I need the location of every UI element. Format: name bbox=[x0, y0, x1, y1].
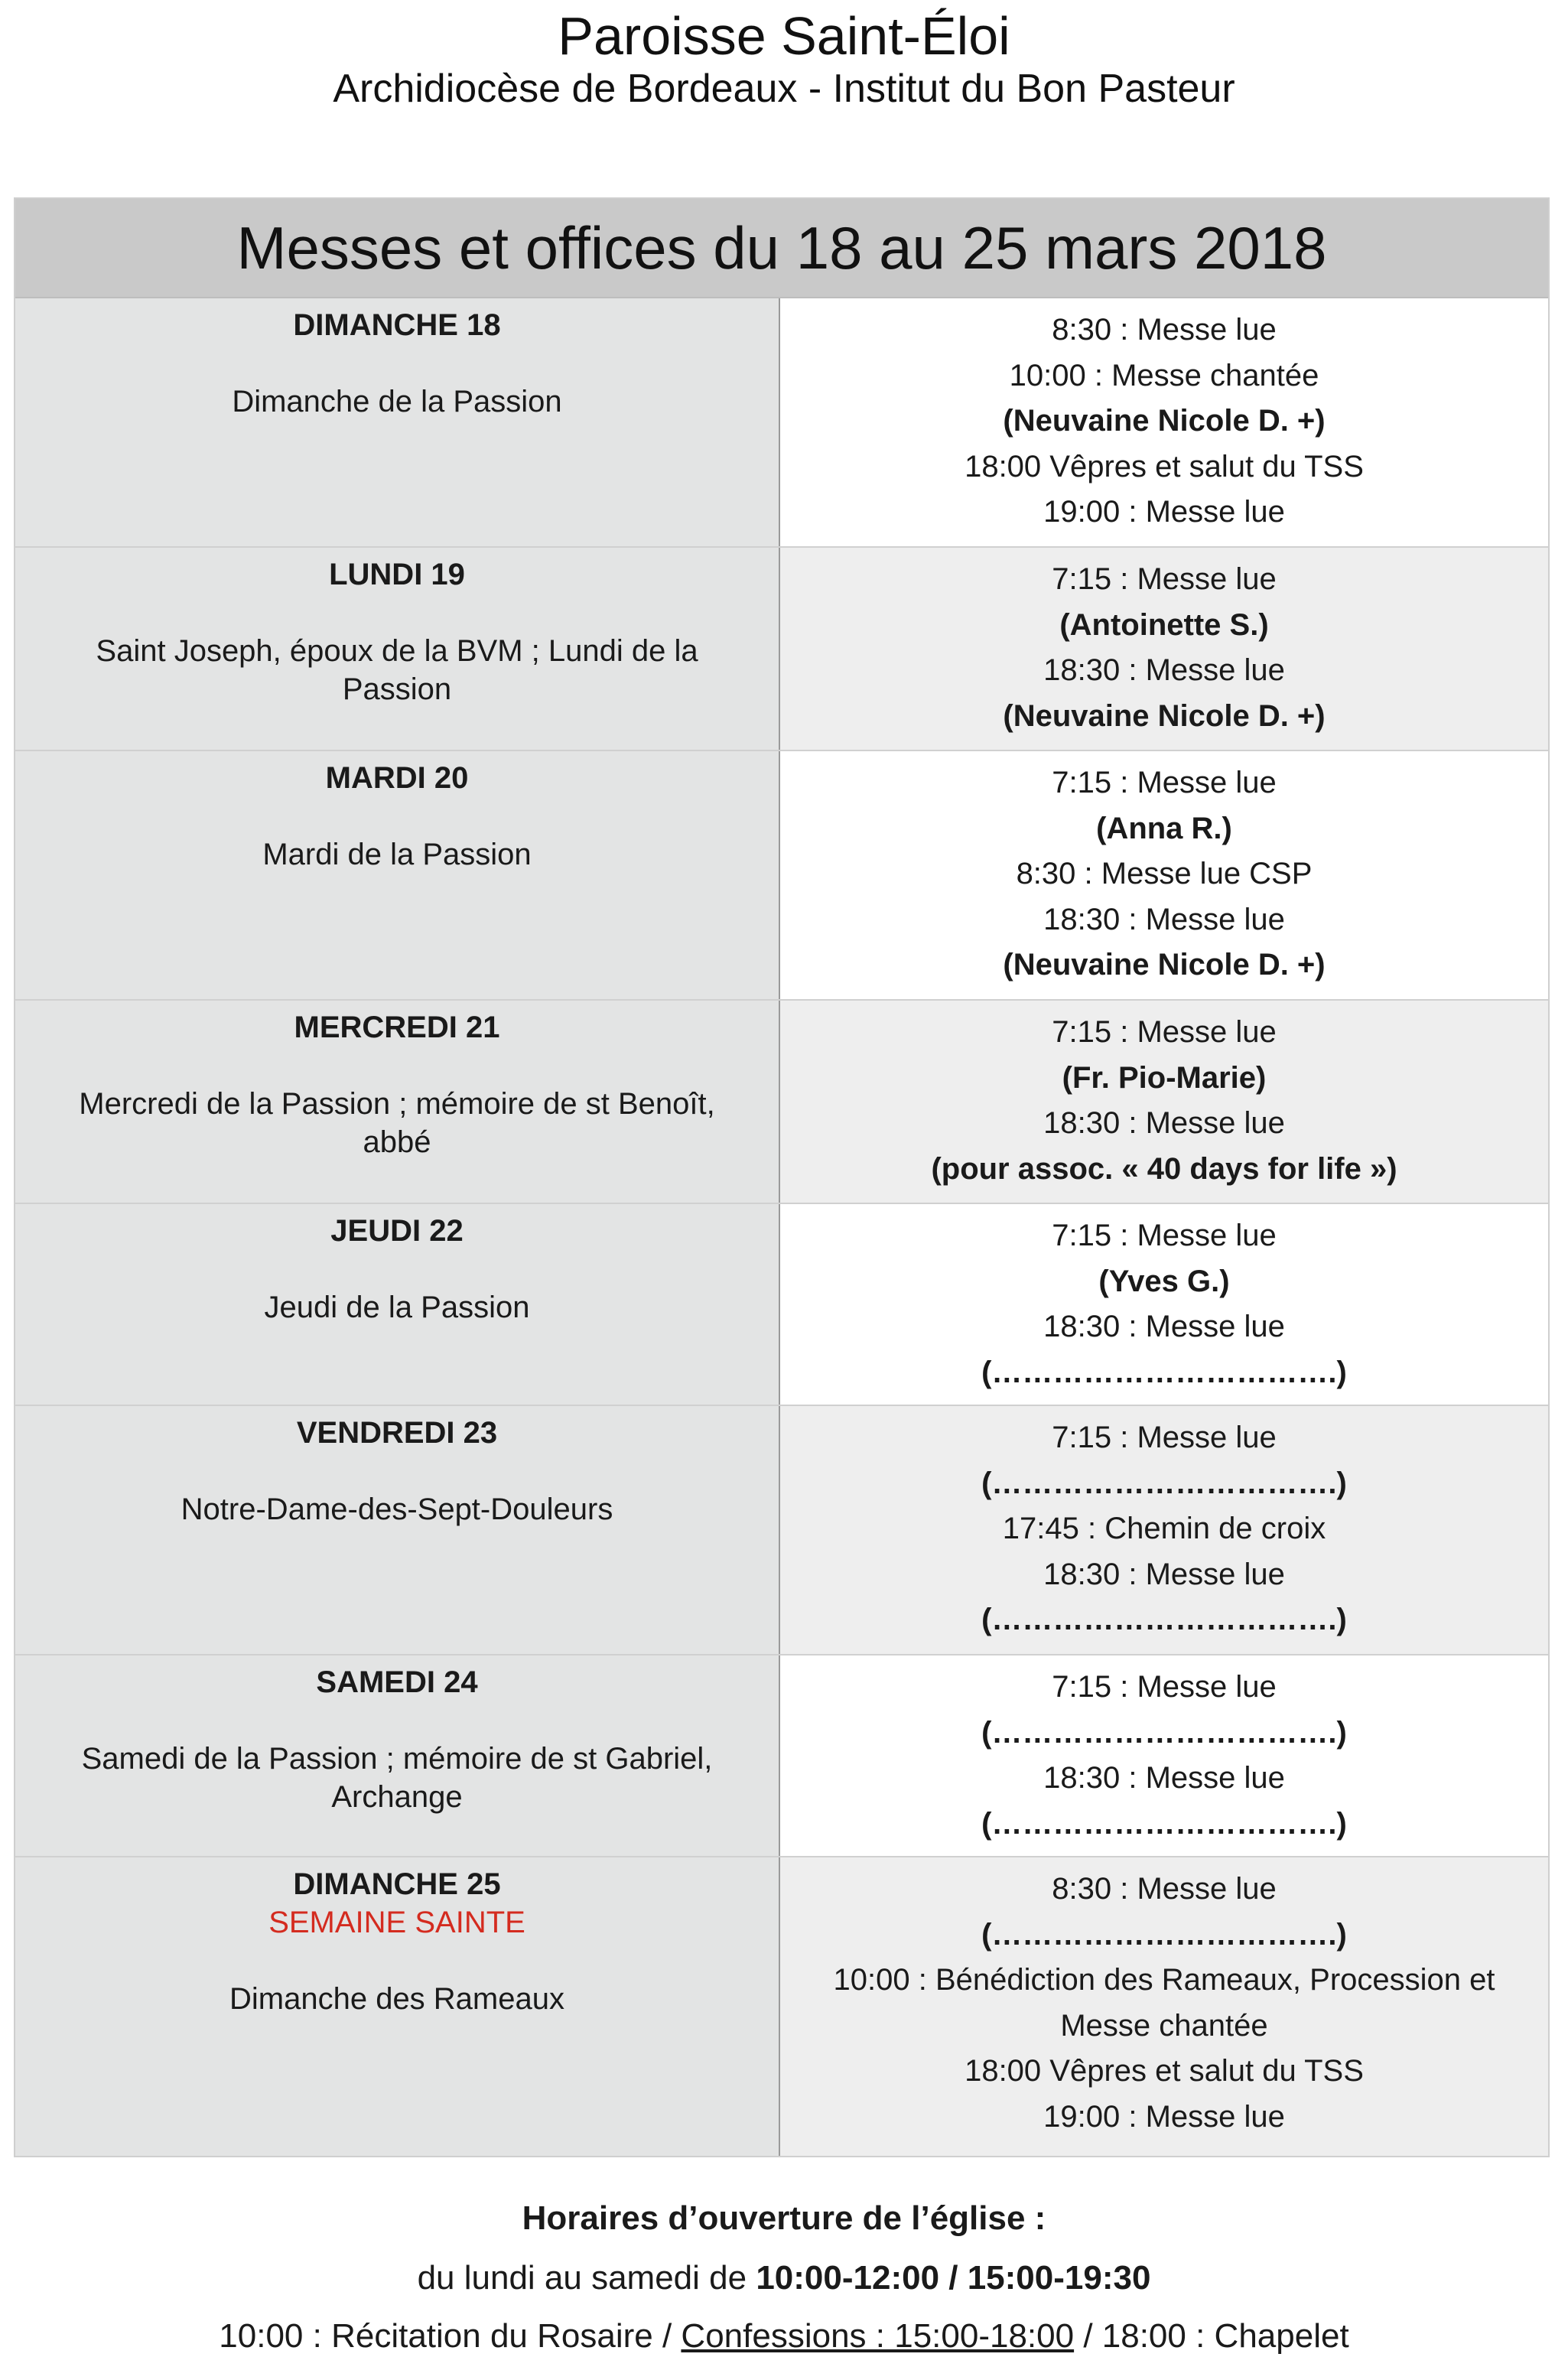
mass-intention: (…………………………….) bbox=[981, 1466, 1347, 1500]
day-feast: Samedi de la Passion ; mémoire de st Gabriel, Archange bbox=[81, 1742, 713, 1814]
mass-intention: (…………………………….) bbox=[981, 1603, 1347, 1636]
mass-time: 18:30 : Messe lue bbox=[1043, 653, 1285, 687]
mass-intention: (Fr. Pio-Marie) bbox=[1062, 1060, 1267, 1095]
mass-time: 18:00 Vêpres et salut du TSS bbox=[965, 2054, 1364, 2088]
mass-cell bbox=[780, 298, 1548, 546]
mass-time: 7:15 : Messe lue bbox=[1052, 1670, 1277, 1704]
mass-time: 7:15 : Messe lue bbox=[1052, 766, 1277, 799]
mass-time: 7:15 : Messe lue bbox=[1052, 562, 1277, 596]
day-cell bbox=[15, 548, 780, 750]
confessions-text: Confessions : 15:00-18:00 bbox=[681, 2317, 1075, 2355]
mass-cell bbox=[780, 1001, 1548, 1203]
hours-prefix: du lundi au samedi de bbox=[417, 2259, 756, 2297]
mass-intention: (Yves G.) bbox=[1098, 1264, 1230, 1298]
day-feast: Dimanche des Rameaux bbox=[229, 1982, 564, 2016]
mass-intention: (…………………………….) bbox=[981, 1917, 1347, 1952]
mass-time: 19:00 : Messe lue bbox=[1043, 495, 1285, 529]
mass-time: 10:00 : Bénédiction des Rameaux, Procession et Messe chantée bbox=[833, 1963, 1495, 2043]
mass-time: 18:30 : Messe lue bbox=[1043, 902, 1285, 936]
day-feast: Mardi de la Passion bbox=[262, 838, 532, 871]
schedule-row bbox=[15, 1856, 1548, 2156]
day-name: DIMANCHE 18 bbox=[293, 308, 501, 342]
mass-time: 17:45 : Chemin de croix bbox=[1002, 1512, 1326, 1545]
schedule-row bbox=[15, 298, 1548, 546]
mass-time: 10:00 : Messe chantée bbox=[1009, 358, 1319, 392]
mass-cell bbox=[780, 751, 1548, 999]
schedule-row bbox=[15, 1405, 1548, 1654]
mass-intention: (…………………………….) bbox=[981, 1806, 1347, 1841]
parish-name: Paroisse Saint-Éloi bbox=[558, 6, 1010, 66]
schedule-rows bbox=[15, 298, 1548, 2156]
mass-cell bbox=[780, 548, 1548, 750]
mass-time: 19:00 : Messe lue bbox=[1043, 2099, 1285, 2134]
day-cell bbox=[15, 1857, 780, 2156]
schedule-row bbox=[15, 999, 1548, 1203]
day-feast: Dimanche de la Passion bbox=[232, 385, 562, 418]
mass-time: 7:15 : Messe lue bbox=[1052, 1219, 1277, 1252]
schedule-title: Messes et offices du 18 au 25 mars 2018 bbox=[15, 199, 1548, 298]
rosary-text: 10:00 : Récitation du Rosaire / bbox=[219, 2317, 682, 2355]
day-feast: Notre-Dame-des-Sept-Douleurs bbox=[181, 1493, 613, 1526]
mass-intention: (Antoinette S.) bbox=[1059, 607, 1269, 642]
day-cell bbox=[15, 1406, 780, 1654]
mass-cell bbox=[780, 1655, 1548, 1856]
mass-intention: (Neuvaine Nicole D. +) bbox=[1003, 698, 1326, 733]
mass-time: 8:30 : Messe lue bbox=[1052, 1872, 1277, 1906]
day-feast: Saint Joseph, époux de la BVM ; Lundi de la Passion bbox=[96, 634, 698, 706]
mass-time: 18:00 Vêpres et salut du TSS bbox=[965, 449, 1364, 483]
opening-hours bbox=[0, 2188, 1568, 2365]
mass-intention: (Anna R.) bbox=[1096, 811, 1232, 845]
schedule-row bbox=[15, 750, 1548, 999]
day-name: VENDREDI 23 bbox=[296, 1416, 498, 1450]
mass-intention: (pour assoc. « 40 days for life ») bbox=[931, 1151, 1397, 1186]
page-header bbox=[0, 0, 1568, 112]
day-name: MARDI 20 bbox=[325, 761, 469, 795]
day-name: SAMEDI 24 bbox=[316, 1665, 478, 1699]
day-name: MERCREDI 21 bbox=[294, 1011, 500, 1044]
chapelet-text: / 18:00 : Chapelet bbox=[1074, 2317, 1349, 2355]
schedule-row bbox=[15, 1203, 1548, 1405]
hours-value: 10:00-12:00 / 15:00-19:30 bbox=[756, 2259, 1151, 2297]
mass-time: 18:30 : Messe lue bbox=[1043, 1106, 1285, 1140]
day-name: LUNDI 19 bbox=[329, 558, 465, 591]
mass-schedule-table bbox=[14, 197, 1550, 2157]
opening-hours-line bbox=[0, 2249, 1568, 2307]
day-cell bbox=[15, 298, 780, 546]
day-name: JEUDI 22 bbox=[330, 1214, 464, 1248]
day-feast: Jeudi de la Passion bbox=[264, 1291, 530, 1324]
day-cell bbox=[15, 1204, 780, 1405]
mass-time: 18:30 : Messe lue bbox=[1043, 1557, 1285, 1591]
mass-time: 8:30 : Messe lue CSP bbox=[1016, 857, 1313, 890]
day-feast: Mercredi de la Passion ; mémoire de st Benoît, abbé bbox=[79, 1087, 715, 1159]
mass-time: 7:15 : Messe lue bbox=[1052, 1015, 1277, 1049]
schedule-row bbox=[15, 546, 1548, 750]
schedule-row bbox=[15, 1654, 1548, 1856]
mass-intention: (…………………………….) bbox=[981, 1715, 1347, 1750]
day-special-label: SEMAINE SAINTE bbox=[268, 1906, 525, 1939]
mass-time: 8:30 : Messe lue bbox=[1052, 313, 1277, 347]
opening-hours-title: Horaires d’ouverture de l’église : bbox=[522, 2199, 1046, 2237]
mass-time: 7:15 : Messe lue bbox=[1052, 1421, 1277, 1454]
mass-cell bbox=[780, 1406, 1548, 1654]
mass-time: 18:30 : Messe lue bbox=[1043, 1761, 1285, 1795]
mass-intention: (Neuvaine Nicole D. +) bbox=[1003, 404, 1326, 438]
diocese-name: Archidiocèse de Bordeaux - Institut du Bon Pasteur bbox=[333, 67, 1235, 111]
mass-intention: (…………………………….) bbox=[981, 1355, 1347, 1389]
services-line bbox=[0, 2307, 1568, 2365]
mass-intention: (Neuvaine Nicole D. +) bbox=[1003, 948, 1326, 982]
day-name: DIMANCHE 25 bbox=[293, 1867, 501, 1901]
mass-time: 18:30 : Messe lue bbox=[1043, 1310, 1285, 1343]
day-cell bbox=[15, 1655, 780, 1856]
day-cell bbox=[15, 1001, 780, 1203]
mass-cell bbox=[780, 1857, 1548, 2156]
day-cell bbox=[15, 751, 780, 999]
mass-cell bbox=[780, 1204, 1548, 1405]
